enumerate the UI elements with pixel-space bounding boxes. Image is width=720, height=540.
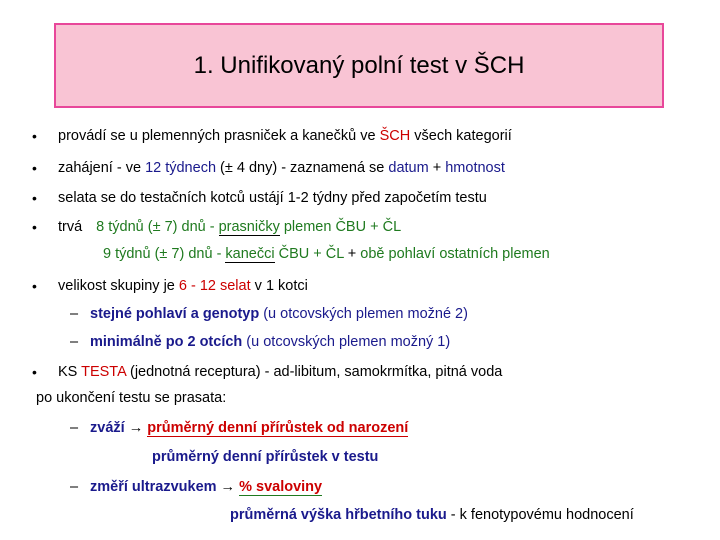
bullet-marker: • (32, 190, 37, 206)
sub-line-4-cont: průměrná výška hřbetního tuku - k fenotypovému hodnocení (230, 507, 634, 523)
slide-title: 1. Unifikovaný polní test v ŠCH (193, 51, 525, 79)
bullet-line-4-cont: 9 týdnů (± 7) dnů - kanečci ČBU + ČL + obě pohlaví ostatních plemen (103, 246, 550, 262)
bullet-marker: • (32, 364, 37, 380)
dash-marker: – (70, 334, 79, 350)
after-test-line: po ukončení testu se prasata: (36, 390, 227, 406)
bullet-line-3: selata se do testačních kotců ustájí 1-2 týdny před započetím testu (58, 190, 487, 206)
dash-marker: – (70, 306, 79, 322)
bullet-marker: • (32, 278, 37, 294)
bullet-line-2: zahájení - ve 12 týdnech (± 4 dny) - zaznamená se datum + hmotnost (58, 160, 505, 176)
bullet-marker: • (32, 160, 37, 176)
sub-line-4: změří ultrazvukem → % svaloviny (90, 479, 323, 495)
dash-marker: – (70, 420, 79, 436)
bullet-line-5: velikost skupiny je 6 - 12 selat v 1 kotci (58, 278, 308, 294)
bullet-marker: • (32, 219, 37, 235)
title-box (54, 23, 664, 108)
bullet-line-1: provádí se u plemenných prasniček a kanečků ve ŠCH všech kategorií (58, 128, 512, 144)
bullet-line-4: trvá 8 týdnů (± 7) dnů - prasničky plemen ČBU + ČL (58, 219, 402, 235)
sub-line-1: stejné pohlaví a genotyp (u otcovských plemen možné 2) (90, 306, 468, 322)
sub-line-2: minimálně po 2 otcích (u otcovských plemen možný 1) (90, 334, 451, 350)
sub-line-3: zváží → průměrný denní přírůstek od narození (90, 420, 409, 436)
bullet-marker: • (32, 128, 37, 144)
dash-marker: – (70, 479, 79, 495)
bullet-line-6: KS TESTA (jednotná receptura) - ad-libitum, samokrmítka, pitná voda (58, 364, 503, 380)
sub-line-3-cont: průměrný denní přírůstek v testu (152, 449, 379, 465)
